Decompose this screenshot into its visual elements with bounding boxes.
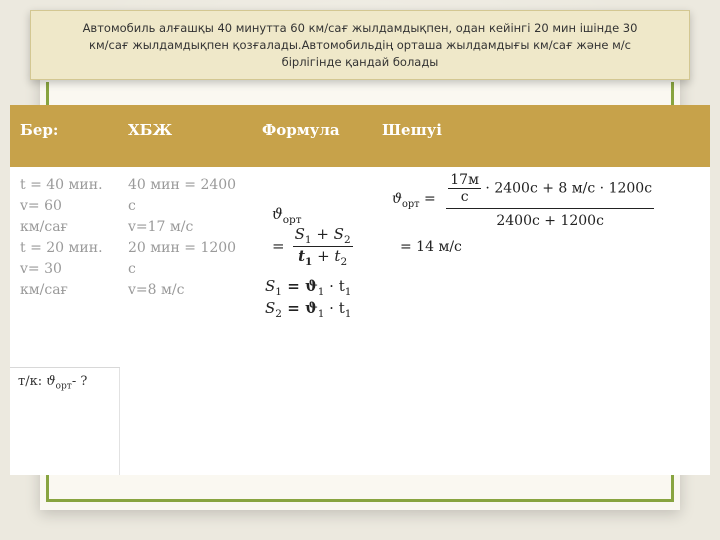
- header-given: Бер:: [20, 121, 59, 139]
- formula-v-avg: $ϑ_{орт}$: [272, 205, 302, 226]
- header-formula: Формула: [262, 121, 340, 139]
- unknown-cell: [10, 368, 120, 475]
- header-solution: Шешуі: [382, 121, 442, 139]
- unknown-label: т/к: $ϑ_{орт}-$ ?: [18, 374, 88, 392]
- question-line-2: км/сағ жылдамдықпен қозғалады.Автомобильдің орташа жылдамдығы км/сағ және м/с: [89, 38, 631, 52]
- solution-main-frac: $\frac{17м}{с}$ · 2400с + 8 м/с · 1200с 2400с + 1200с: [446, 172, 654, 229]
- solution-unit-frac: $\frac{17м}{с}$: [450, 172, 479, 205]
- question-line-1: Автомобиль алғашқы 40 минутта 60 км/сағ жылдамдықпен, одан кейінгі 20 мин ішінде 30: [82, 21, 638, 35]
- table-body: [10, 167, 710, 475]
- solution-table: [10, 105, 710, 475]
- formula-frac: $\frac{S_1 + S_2}{t_1 + t_2}$: [294, 225, 351, 268]
- si-values: 40 мин = 2400 с v=17 м/с 20 мин = 1200 с v=8 м/с: [128, 177, 237, 298]
- formula-S2: $S_2 = ϑ_1 \cdot t_1$: [265, 299, 352, 320]
- given-values: t = 40 мин. v= 60 км/сағ t = 20 мин. v= 30 км/сағ: [20, 177, 103, 298]
- solution-result: = 14 м/с: [400, 239, 462, 255]
- question-box: [30, 10, 690, 80]
- formula-fraction: = $\frac{S_1 + S_2}{t_1 + t_2}$: [272, 225, 351, 268]
- table-header-row: [10, 105, 710, 167]
- solution-v-symbol: ϑ: [392, 191, 403, 208]
- solution-expression: $ϑ_{орт}$ = $\frac{17м}{с}$ · 2400с + 8 м/с · 1200с 2400с + 1200с: [392, 172, 653, 229]
- formula-S1: $S_1 = ϑ_1 \cdot t_1$: [265, 277, 352, 298]
- frame-rule-bottom: [46, 499, 674, 502]
- question-line-3: бірлігінде қандай болады: [281, 55, 439, 69]
- header-si: ХБЖ: [128, 121, 173, 139]
- unknown-symbol: ϑ: [46, 374, 56, 389]
